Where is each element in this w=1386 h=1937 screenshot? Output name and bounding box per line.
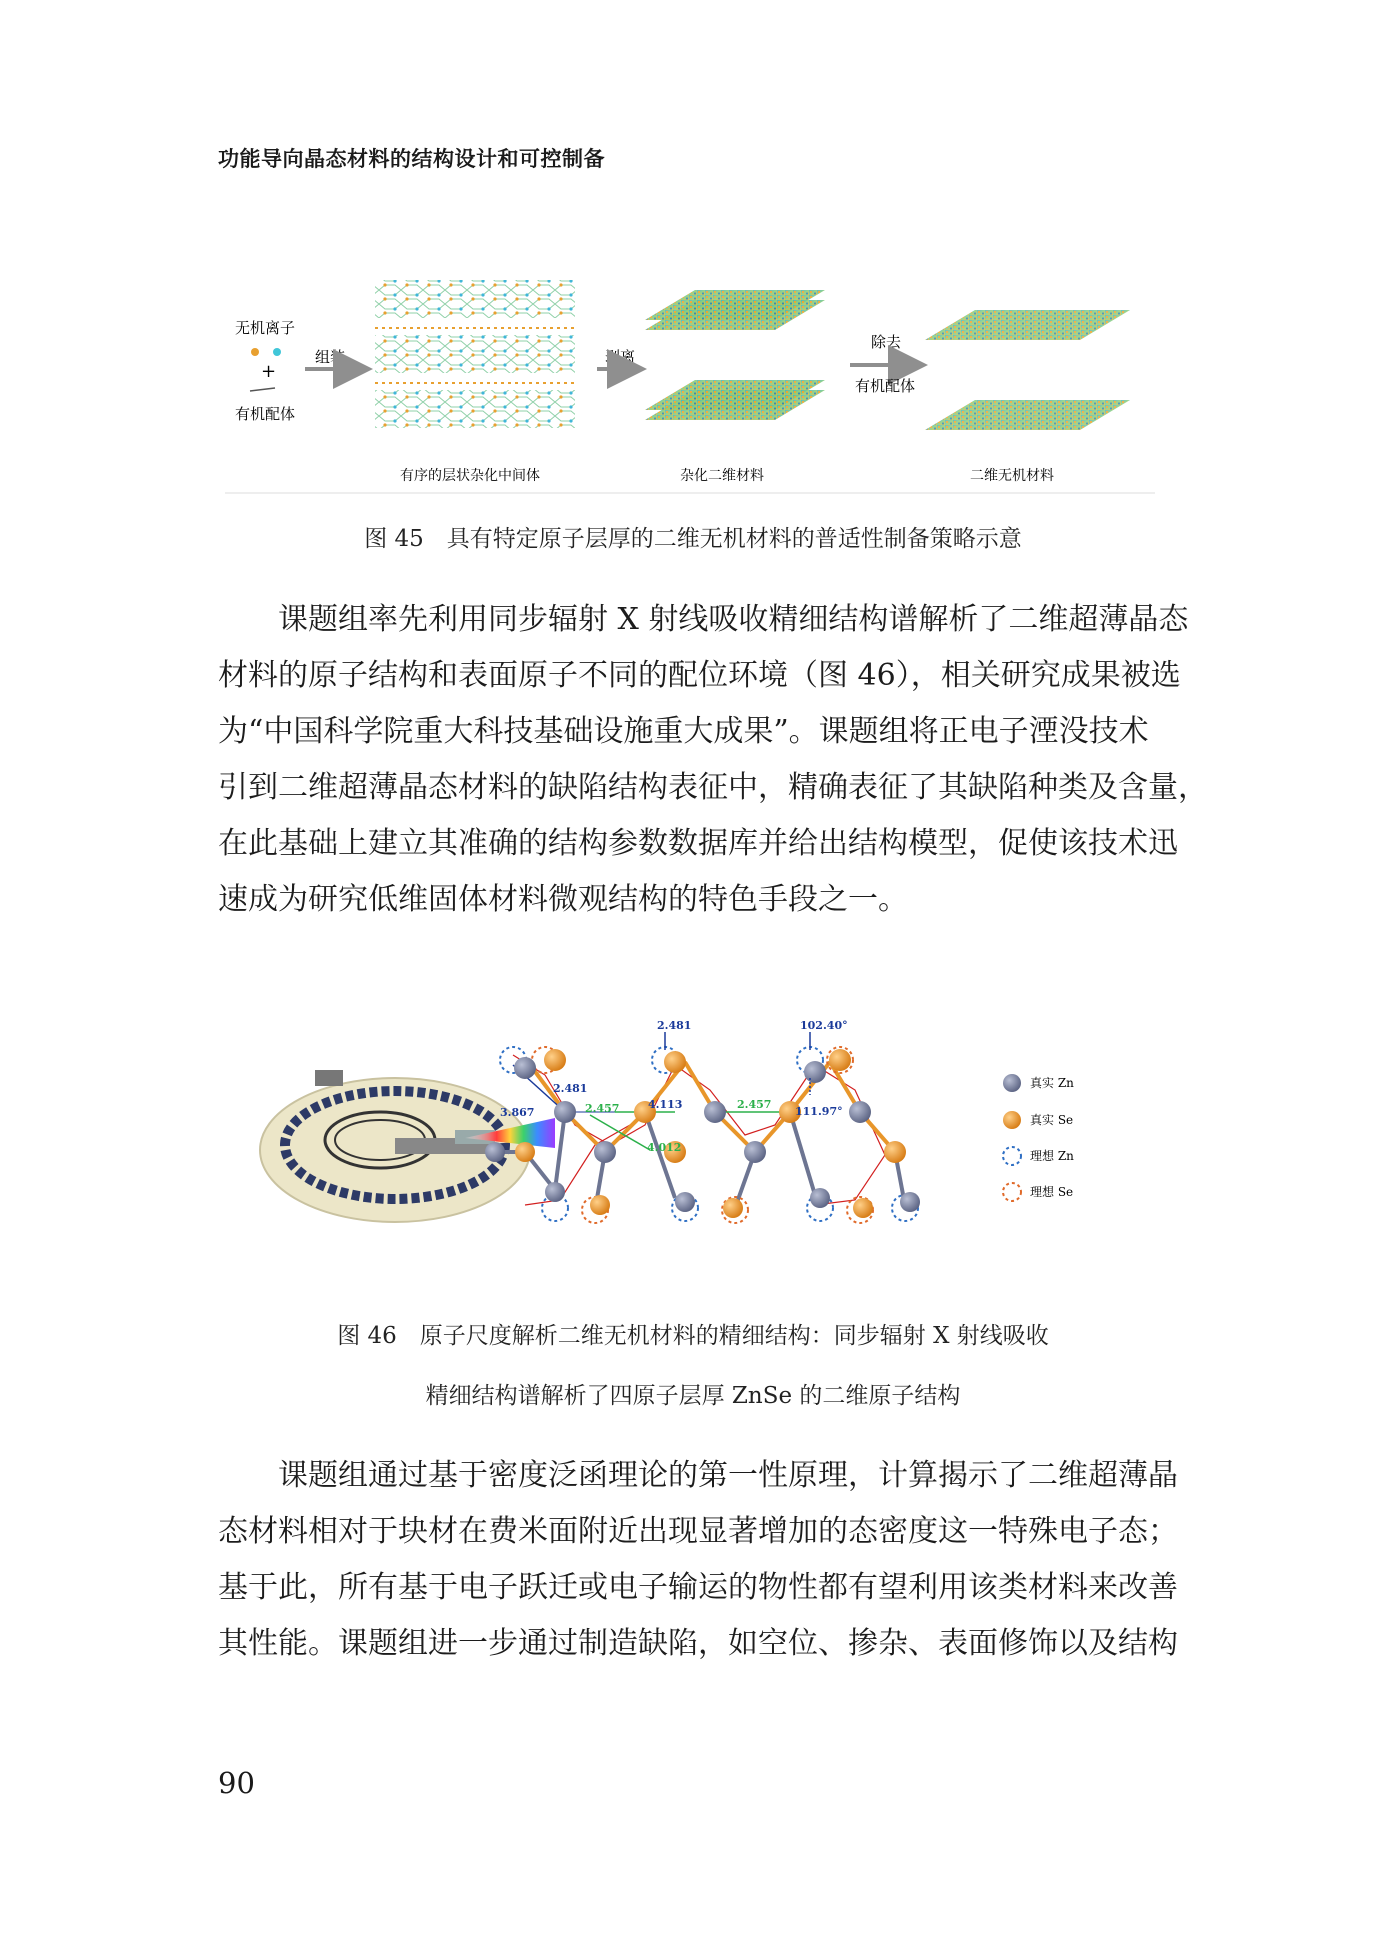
label-plus: +: [261, 361, 277, 382]
figure-46-diagram: [255, 1020, 1125, 1290]
text-line: 态材料相对于块材在费米面附近出现显著增加的态密度这一特殊电子态；: [218, 1514, 1178, 1549]
legend-ideal-se-marker: [1003, 1183, 1021, 1201]
figure-46: [255, 1020, 1125, 1290]
legend-ideal-zn-label: 理想 Zn: [1030, 1149, 1074, 1163]
figure-45-diagram: [225, 255, 1155, 495]
legend-real-zn-label: 真实 Zn: [1030, 1076, 1074, 1090]
text-line: 课题组率先利用同步辐射 X 射线吸收精细结构谱解析了二维超薄晶态: [278, 602, 1189, 637]
figure-46-legend: [1003, 1074, 1074, 1201]
legend-real-se-marker: [1003, 1111, 1021, 1129]
label-organic-ligand: 有机配体: [235, 405, 296, 423]
text-line: 课题组通过基于密度泛函理论的第一性原理，计算揭示了二维超薄晶: [278, 1458, 1178, 1493]
legend-real-se-label: 真实 Se: [1030, 1113, 1074, 1127]
label-remove: 除去: [871, 333, 902, 351]
measurement-2481-top: 2.481: [657, 1020, 692, 1032]
legend-real-zn-marker: [1003, 1074, 1021, 1092]
label-stage3: 二维无机材料: [970, 468, 1054, 484]
measurement-2457-left: 2.457: [585, 1102, 620, 1115]
figure-45: [225, 255, 1155, 495]
synchrotron-facility-image: [260, 1070, 555, 1222]
figure-46-caption-line-2: 精细结构谱解析了四原子层厚 ZnSe 的二维原子结构: [425, 1383, 961, 1409]
label-remove-what: 有机配体: [855, 377, 916, 395]
figure-45-caption: 图 45 具有特定原子层厚的二维无机材料的普适性制备策略示意: [364, 526, 1022, 552]
measurement-4012: 4.012: [647, 1141, 682, 1154]
text-line: 引到二维超薄晶态材料的缺陷结构表征中，精确表征了其缺陷种类及含量，: [218, 770, 1208, 805]
measurement-3867: 3.867: [500, 1106, 535, 1119]
label-inorganic-ion: 无机离子: [235, 319, 296, 337]
measurement-102-40: 102.40°: [800, 1020, 848, 1032]
legend-ideal-se-label: 理想 Se: [1030, 1185, 1074, 1199]
layered-intermediate-image: [375, 280, 575, 428]
label-exfoliate: 剥离: [605, 348, 636, 366]
body-paragraph-2: [218, 1448, 1178, 1672]
label-stage1: 有序的层状杂化中间体: [400, 468, 540, 484]
text-line: 在此基础上建立其准确的结构参数数据库并给出结构模型，促使该技术迅: [218, 826, 1178, 861]
body-paragraph-1: [218, 592, 1208, 928]
measurement-4113: 4.113: [648, 1098, 683, 1111]
text-line: 材料的原子结构和表面原子不同的配位环境（图 46），相关研究成果被选: [218, 658, 1181, 693]
text-line: 为“中国科学院重大科技基础设施重大成果”。课题组将正电子湮没技术: [218, 714, 1149, 749]
legend-ideal-zn-marker: [1003, 1147, 1021, 1165]
text-line: 基于此，所有基于电子跃迁或电子输运的物性都有望利用该类材料来改善: [218, 1570, 1178, 1605]
page-number: 90: [218, 1766, 255, 1800]
measurement-2481-left: 2.481: [553, 1082, 588, 1095]
measurement-2457-right: 2.457: [737, 1098, 772, 1111]
label-assemble: 组装: [315, 348, 346, 366]
label-stage2: 杂化二维材料: [680, 468, 764, 484]
running-header: 功能导向晶态材料的结构设计和可控制备: [218, 147, 605, 171]
measurement-111-97: 111.97°: [795, 1105, 843, 1118]
text-line: 速成为研究低维固体材料微观结构的特色手段之一。: [218, 882, 908, 917]
figure-46-caption-line-1: 图 46 原子尺度解析二维无机材料的精细结构：同步辐射 X 射线吸收: [337, 1323, 1049, 1349]
ion-orange: [251, 348, 259, 356]
ion-cyan: [273, 348, 281, 356]
text-line: 其性能。课题组进一步通过制造缺陷，如空位、掺杂、表面修饰以及结构: [218, 1626, 1178, 1661]
